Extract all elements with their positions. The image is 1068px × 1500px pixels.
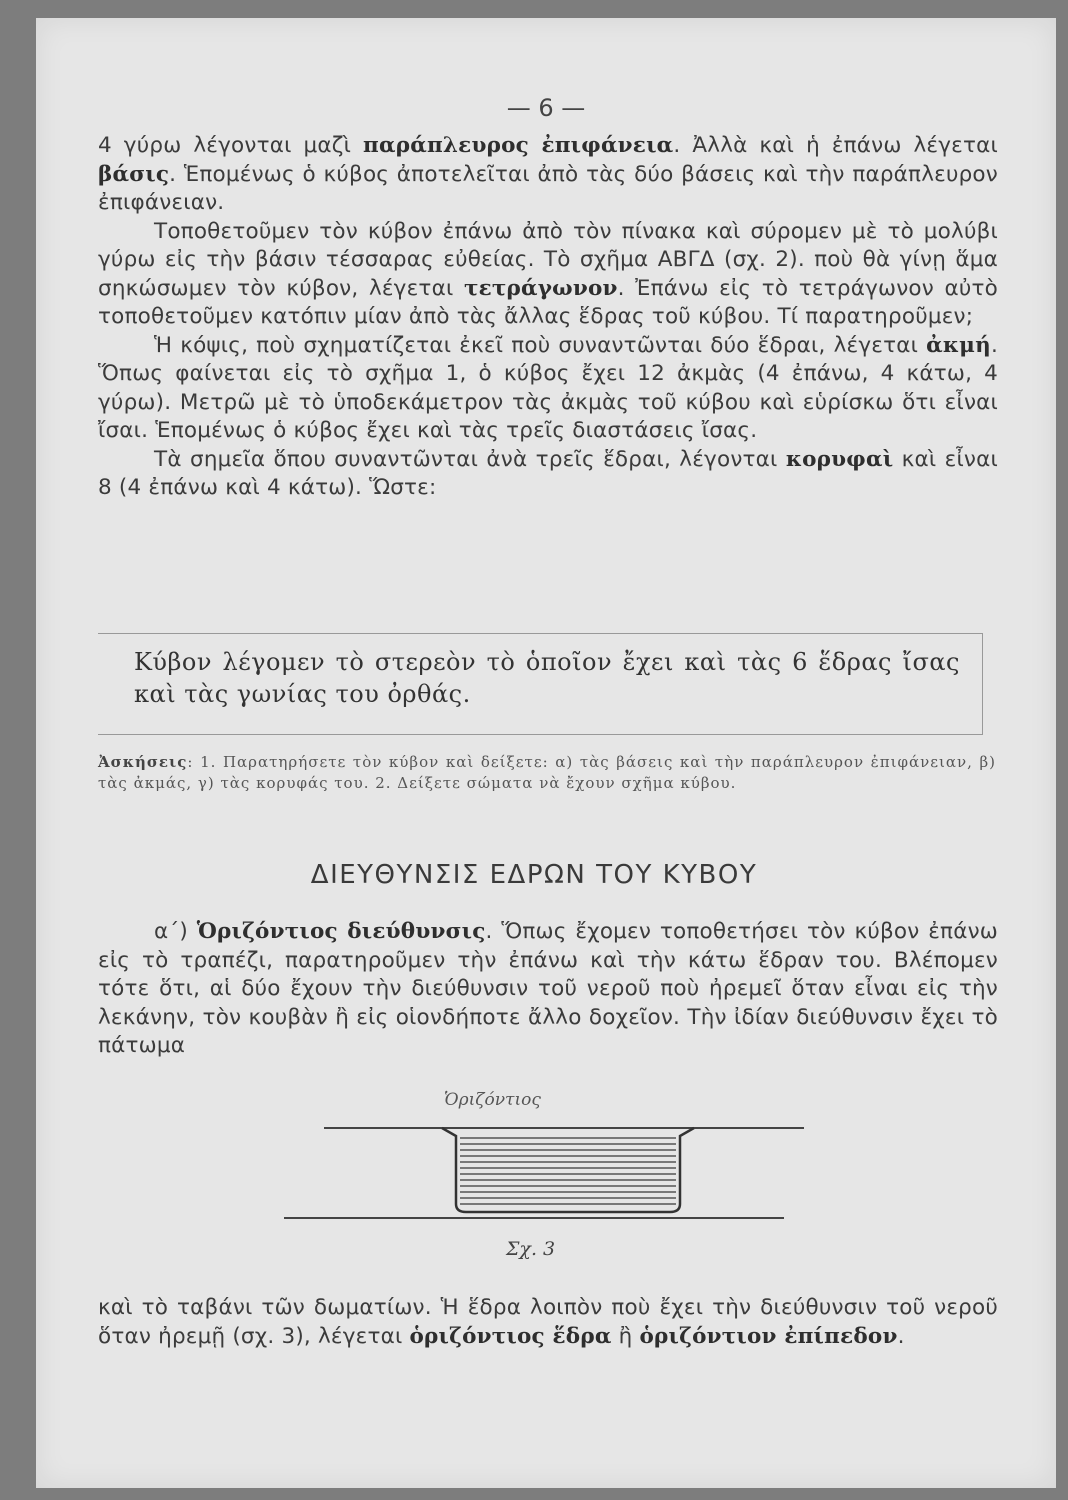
text-run: Τοποθετοῦμεν τὸν κύβον ἐπάνω ἀπὸ τὸν πίνακα καὶ σύρομεν μὲ τὸ μολύβι γύρω εἰς τὴν βάσιν τέσσαρας εὐθείας. Τὸ σχῆμα ΑΒΓΔ (σχ. 2). ποὺ θὰ γίνῃ ἅμα σηκώσωμεν τὸν κύβον, λέγεται bbox=[98, 218, 998, 301]
term-horizontal-direction: Ὁριζόντιος διεύθυνσις bbox=[196, 919, 486, 944]
term-vertices: κορυφαὶ bbox=[785, 446, 894, 472]
term-edge: ἀκμή bbox=[926, 332, 991, 358]
text-run: 4 γύρω λέγονται μαζὶ bbox=[98, 133, 364, 158]
text-run: . bbox=[897, 1323, 905, 1349]
section-heading: ΔΙΕΥΘΥΝΣΙΣ ΕΔΡΩΝ ΤΟΥ ΚΥΒΟΥ bbox=[310, 860, 758, 890]
term-square: τετράγωνον bbox=[463, 275, 618, 301]
text-run: Ἡ κόψις, ποὺ σχηματίζεται ἐκεῖ ποὺ συναντῶνται δύο ἕδραι, λέγεται bbox=[154, 332, 927, 358]
exercises bbox=[98, 752, 996, 794]
term-horizontal-plane: ὁριζόντιον ἐπίπεδον bbox=[639, 1323, 898, 1349]
paragraph-side-surface bbox=[98, 132, 998, 503]
text-run: . Ὅπως φαίνεται εἰς τὸ σχῆμα 1, ὁ κύβος ἔχει 12 ἀκμὰς (4 ἐπάνω, 4 κάτω, 4 γύρω). Μετρῶ μὲ τὸ ὑποδεκάμετρον τὰς ἀκμὰς τοῦ κύβου καὶ εὑρίσκω ὅτι εἶναι ἴσαι. Ἑπομένως ὁ κύβος ἔχει καὶ τὰς τρεῖς διαστάσεις ἴσας. bbox=[98, 332, 998, 443]
cube-definition: Κύβον λέγομεν τὸ στερεὸν τὸ ὁποῖον ἔχει καὶ τὰς 6 ἕδρας ἴσας καὶ τὰς γωνίας του ὀρθάς. bbox=[134, 648, 960, 708]
definition-box bbox=[98, 633, 983, 735]
text-run: . Ἑπομένως ὁ κύβος ἀποτελεῖται ἀπὸ τὰς δύο βάσεις καὶ τὴν παράπλευρον ἐπιφάνειαν. bbox=[98, 161, 998, 215]
text-run: Τὰ σημεῖα ὅπου συναντῶνται ἀνὰ τρεῖς ἕδραι, λέγονται bbox=[154, 446, 786, 472]
term-base: βάσις bbox=[98, 161, 170, 187]
paragraph-horizontal-direction bbox=[98, 918, 998, 1061]
figure-label: Ὁριζόντιος bbox=[444, 1090, 541, 1110]
basin-drawing bbox=[284, 1086, 804, 1236]
figure-caption: Σχ. 3 bbox=[506, 1238, 556, 1260]
basin-outline bbox=[442, 1128, 694, 1212]
paragraph-horizontal-face bbox=[98, 1294, 998, 1351]
term-lateral-surface: παράπλευρος ἐπιφάνεια bbox=[363, 133, 674, 158]
exercises-text: : 1. Παρατηρήσετε τὸν κύβον καὶ δείξετε: α) τὰς βάσεις καὶ τὴν παράπλευρον ἐπιφάνειαν, β) τὰς ἀκμάς, γ) τὰς κορυφάς του. 2. Δείξετε σώματα νὰ ἔχουν σχῆμα κύβου. bbox=[98, 753, 996, 792]
text-run: α΄) bbox=[154, 919, 197, 944]
water-hatching bbox=[460, 1138, 676, 1204]
text-run: . Ὅπως ἔχομεν τοποθετήσει τὸν κύβον ἐπάνω εἰς τὸ τραπέζι, παρατηροῦμεν τὴν ἐπάνω καὶ τὴν κάτω ἕδραν του. Βλέπομεν τότε ὅτι, αἱ δύο ἔχουν τὴν διεύθυνσιν τοῦ νεροῦ ποὺ ἠρεμεῖ ὅταν εἶναι εἰς τὴν λεκάνην, τὸν κουβὰν ἢ εἰς οἱονδήποτε ἄλλο δοχεῖον. Τὴν ἰδίαν διεύθυνσιν ἔχει τὸ πάτωμα bbox=[98, 919, 998, 1058]
text-run: καὶ τὸ ταβάνι τῶν δωματίων. Ἡ ἕδρα λοιπὸν ποὺ ἔχει τὴν διεύθυνσιν τοῦ νεροῦ ὅταν ἠρεμῇ (σχ. 3), λέγεται bbox=[98, 1295, 998, 1349]
figure-basin bbox=[284, 1086, 804, 1276]
term-horizontal-face: ὁριζόντιος ἕδρα bbox=[409, 1323, 612, 1349]
text-run: . Ἐπάνω εἰς τὸ τετράγωνον αὐτὸ τοποθετοῦμεν κατόπιν μίαν ἀπὸ τὰς ἄλλας ἕδρας τοῦ κύβου. Τί παρατηροῦμεν; bbox=[98, 275, 998, 329]
text-run: ἢ bbox=[611, 1323, 640, 1349]
text-run: καὶ εἶναι 8 (4 ἐπάνω καὶ 4 κάτω). Ὥστε: bbox=[98, 446, 998, 500]
page-number: — 6 — bbox=[506, 94, 586, 122]
exercises-label: Ἀσκήσεις bbox=[98, 753, 188, 771]
text-run: . Ἀλλὰ καὶ ἡ ἐπάνω λέγεται bbox=[673, 133, 998, 158]
